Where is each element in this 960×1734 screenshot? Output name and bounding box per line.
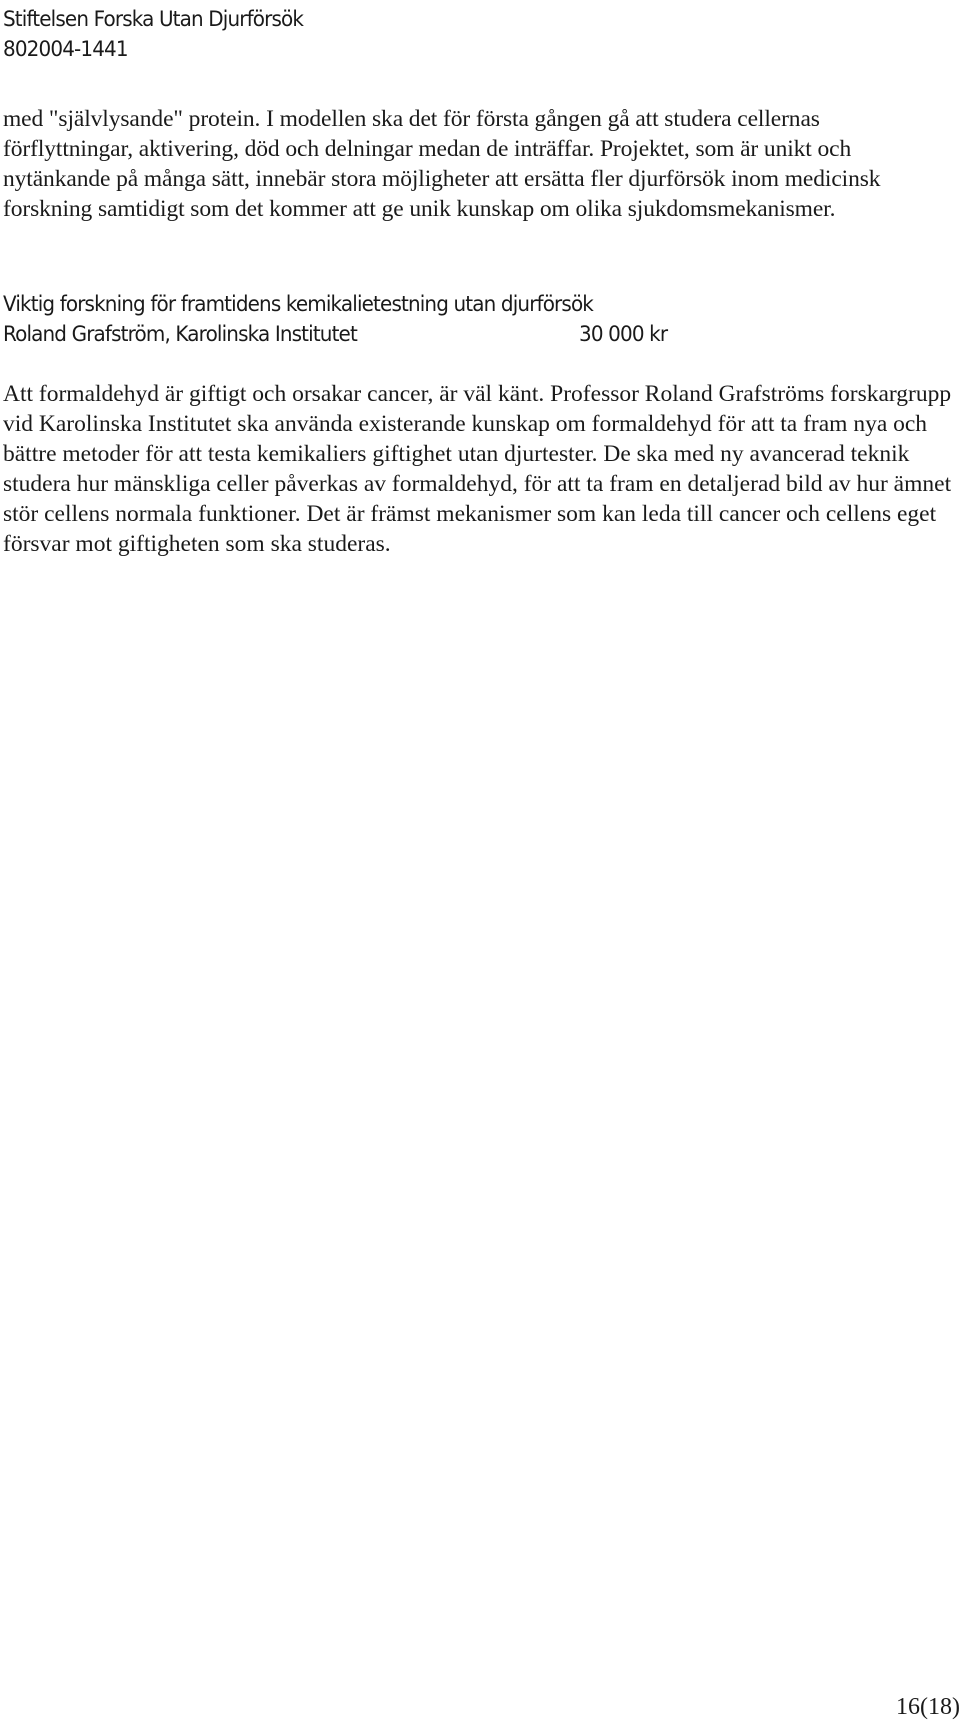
- organization-number: 802004-1441: [3, 37, 128, 61]
- project-meta: [3, 319, 953, 349]
- organization-name: Stiftelsen Forska Utan Djurförsök: [3, 7, 304, 31]
- page-number: 16(18): [896, 1694, 960, 1720]
- continuation-paragraph: med "självlysande" protein. I modellen ska det för första gången gå att studera cellernas förflyttningar, aktivering, död och delningar medan de inträffar. Projektet, som är unikt och nytänkande på många sätt, innebär stora möjligheter att ersätta fler djurförsök inom medicinsk forskning samtidigt som det kommer att ge unik kunskap om olika sjukdomsmekanismer.: [3, 106, 881, 222]
- project-researcher: Roland Grafström, Karolinska Institutet: [3, 322, 357, 346]
- document-header: [3, 4, 303, 64]
- project-entry: [3, 289, 953, 349]
- project-description: Att formaldehyd är giftigt och orsakar cancer, är väl känt. Professor Roland Grafströms forskargrupp vid Karolinska Institutet ska använda existerande kunskap om formaldehyd för att ta fram nya och bättre metoder för att testa kemikaliers giftighet utan djurtester. De ska med ny avancerad teknik studera hur mänskliga celler påverkas av formaldehyd, för att ta fram en detaljerad bild av hur ämnet stör cellens normala funktioner. Det är främst mekanismer som kan leda till cancer och cellens eget försvar mot giftigheten som ska studeras.: [3, 381, 952, 557]
- project-title: Viktig forskning för framtidens kemikalietestning utan djurförsök: [3, 292, 594, 316]
- grant-amount: 30 000 kr: [579, 322, 668, 346]
